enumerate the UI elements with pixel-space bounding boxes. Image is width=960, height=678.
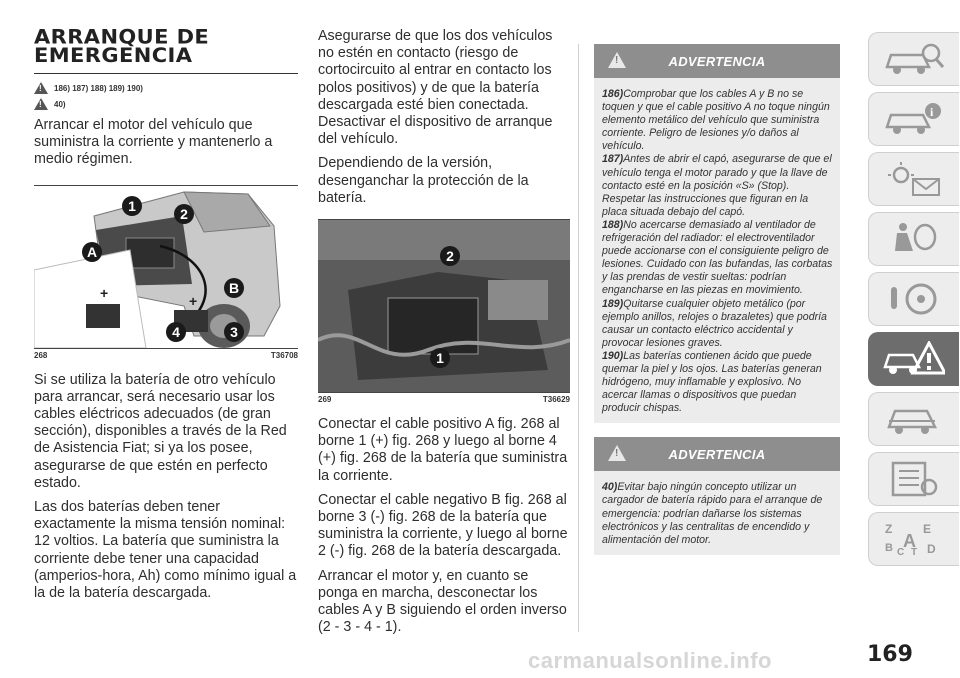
tab-car-search[interactable] (868, 32, 959, 86)
callout-b: B (228, 279, 240, 296)
middle-column (318, 28, 570, 636)
tab-safety[interactable] (868, 212, 959, 266)
warning-text: No acercarse demasiado al ventilador de refrigeración del radiador: el electroventilador puede accionarse con el consiguiente peligro de lesiones. Cuidado con las bufandas, las corbatas y las prendas de vestir sueltas: podrían engancharse en las piezas en movimiento. (602, 218, 833, 297)
warning-triangle-icon (34, 82, 48, 94)
warning-ref: 40) (602, 481, 618, 494)
figure-269 (318, 220, 570, 392)
battery-photo (318, 220, 570, 392)
svg-text:+: + (100, 284, 109, 301)
tab-car-info[interactable] (868, 92, 959, 146)
index-letter: A (903, 531, 916, 551)
car-info-icon (883, 101, 945, 137)
warning-item (602, 481, 834, 546)
tab-maintenance[interactable] (868, 392, 959, 446)
jump-start-illustration (34, 186, 298, 348)
index-letter: Z (885, 522, 893, 536)
warning-text: Quitarse cualquier objeto metálico (por ejemplo anillos, relojes o brazaletes) que podría causar un contacto eléctrico accidental y provocar lesiones graves. (602, 297, 827, 349)
paragraph-battery-voltage: Las dos baterías deben tener exactamente la misma tensión nominal: 12 voltios. La batería que suministra la corriente debe tener una capacidad (amperios-hora, Ah) como mínimo igual a la de la batería descargada. (34, 499, 297, 602)
warning-body-1 (594, 78, 840, 423)
tab-warning-lights[interactable] (868, 152, 959, 206)
spec-sheet-icon (883, 461, 945, 497)
index-letter: E (923, 522, 932, 536)
callout-4: 4 (172, 323, 180, 340)
figure-number: 269 (318, 395, 332, 405)
figure-code: T36708 (270, 350, 298, 360)
warning-header-label: ADVERTENCIA (668, 54, 766, 69)
warning-header-1 (594, 44, 840, 78)
warning-item (602, 153, 834, 218)
page-number: 169 (867, 642, 913, 667)
chapter-tabs (854, 32, 960, 572)
callout-1: 1 (128, 197, 136, 214)
left-column (34, 28, 298, 602)
intro-paragraph: Arrancar el motor del vehículo que suministra la corriente y mantenerlo a medio régimen. (34, 117, 273, 168)
warning-refs-text: 186) 187) 188) 189) 190) (54, 83, 143, 93)
warning-ref: 188) (602, 218, 624, 231)
column-separator (578, 44, 579, 632)
figure-number: 268 (34, 350, 48, 360)
key-steering-wheel-icon (883, 281, 945, 317)
figure-caption-268 (34, 351, 298, 360)
warning-light-envelope-icon (883, 161, 945, 197)
warning-item (602, 298, 834, 350)
paragraph-positive-cable: Conectar el cable positivo A fig. 268 al borne 1 (+) fig. 268 y luego al borne 4 (+) fig. 268 de la batería que suministra la corriente. (318, 416, 568, 484)
warning-text: Comprobar que los cables A y B no se toquen y que el cable positivo A no toque ningún elemento metálico del vehículo que suministra corriente. Peligro de lesiones y/o daños al vehículo. (602, 88, 830, 153)
warning-ref: 189) (602, 297, 624, 310)
index-letter: B (885, 542, 893, 554)
warning-text: Antes de abrir el capó, asegurarse de que el vehículo tenga el motor parado y que la llave de contacto esté en la posición «S» (Stop). Respetar las instrucciones que figuran en la placa situada debajo del capó. (602, 153, 832, 218)
figure-caption-269 (318, 395, 570, 404)
figure-bottom-rule (318, 392, 570, 393)
index-letter: D (927, 542, 936, 556)
warning-box-1 (594, 44, 840, 423)
figure-268 (34, 186, 298, 348)
warning-refs (34, 82, 298, 94)
index-letter: C (897, 547, 905, 557)
warning-ref: 187) (602, 153, 624, 166)
warning-ref: 190) (602, 349, 624, 362)
callout-1: 1 (436, 350, 444, 367)
svg-text:+: + (189, 292, 198, 309)
paragraph-start-engine: Arrancar el motor y, en cuanto se ponga en marcha, desconectar los cables A y B siguiendo el orden inverso (2 - 3 - 4 - 1). (318, 567, 567, 636)
warning-header-2 (594, 437, 840, 471)
caution-refs (34, 98, 298, 110)
warning-item (602, 88, 834, 153)
car-icon (883, 401, 945, 437)
watermark: carmanualsonline.info (528, 648, 772, 673)
index-letter: T (911, 547, 918, 557)
tab-emergency[interactable] (868, 332, 959, 386)
warning-header-label: ADVERTENCIA (668, 447, 766, 463)
paragraph-negative-cable: Conectar el cable negativo B fig. 268 al borne 3 (-) fig. 268 de la batería que suministra la corriente, y luego al borne 2 (-) fig. 268 de la batería descargada. (318, 491, 568, 560)
section-title (34, 28, 298, 65)
warning-text: Evitar bajo ningún concepto utilizar un cargador de batería rápido para el arranque de emergencia: podrían dañarse los sistemas electrónicos y las centralitas de encendido y alimentación del motor. (602, 481, 823, 546)
title-line-2: EMERGENCIA (34, 44, 193, 67)
svg-text:i: i (930, 105, 934, 119)
title-line-1: ARRANQUE DE (34, 26, 210, 49)
car-emergency-icon (883, 341, 945, 377)
tab-starting-driving[interactable] (868, 272, 959, 326)
warning-body-2 (594, 471, 840, 554)
warning-text: Las baterías contienen ácido que puede quemar la piel y los ojos. Las baterías generan hidrógeno, muy inflamable y explosivo. No acercar llamas o dispositivos que puedan producir chispas. (602, 349, 822, 415)
warning-item (602, 350, 834, 415)
seat-airbag-icon (883, 221, 945, 257)
title-rule (34, 73, 298, 74)
callout-a: A (86, 243, 98, 260)
paragraph-battery-protection: Dependiendo de la versión, desenganchar la protección de la batería. (318, 155, 529, 206)
car-search-icon (883, 41, 945, 77)
caution-triangle-icon (34, 98, 48, 110)
warning-item (602, 219, 834, 298)
paragraph-battery-cables: Si se utiliza la batería de otro vehículo para arrancar, será necesario usar los cables eléctricos adecuados (de gran sección), disponibles a través de la Red de Asistencia Fiat; si ya los posee, asegurarse de que estén en perfecto estado. (34, 371, 287, 491)
warning-box-2 (594, 437, 840, 554)
callout-3: 3 (230, 323, 238, 340)
warnings-column (594, 44, 840, 555)
caution-refs-text: 40) (54, 99, 66, 109)
callout-2: 2 (180, 205, 188, 222)
tab-index[interactable] (868, 512, 959, 566)
paragraph-vehicles-contact: Asegurarse de que los dos vehículos no estén en contacto (riesgo de cortocircuito al entrar en contacto los polos positivos) y de que la batería descargada esté bien conectada. Desactivar el dispositivo de arranque del vehículo. (318, 28, 553, 148)
tab-technical-data[interactable] (868, 452, 959, 506)
figure-code: T36629 (542, 395, 570, 405)
alphabetical-index-icon (883, 521, 945, 557)
warning-ref: 186) (602, 88, 624, 100)
callout-2: 2 (446, 248, 454, 265)
